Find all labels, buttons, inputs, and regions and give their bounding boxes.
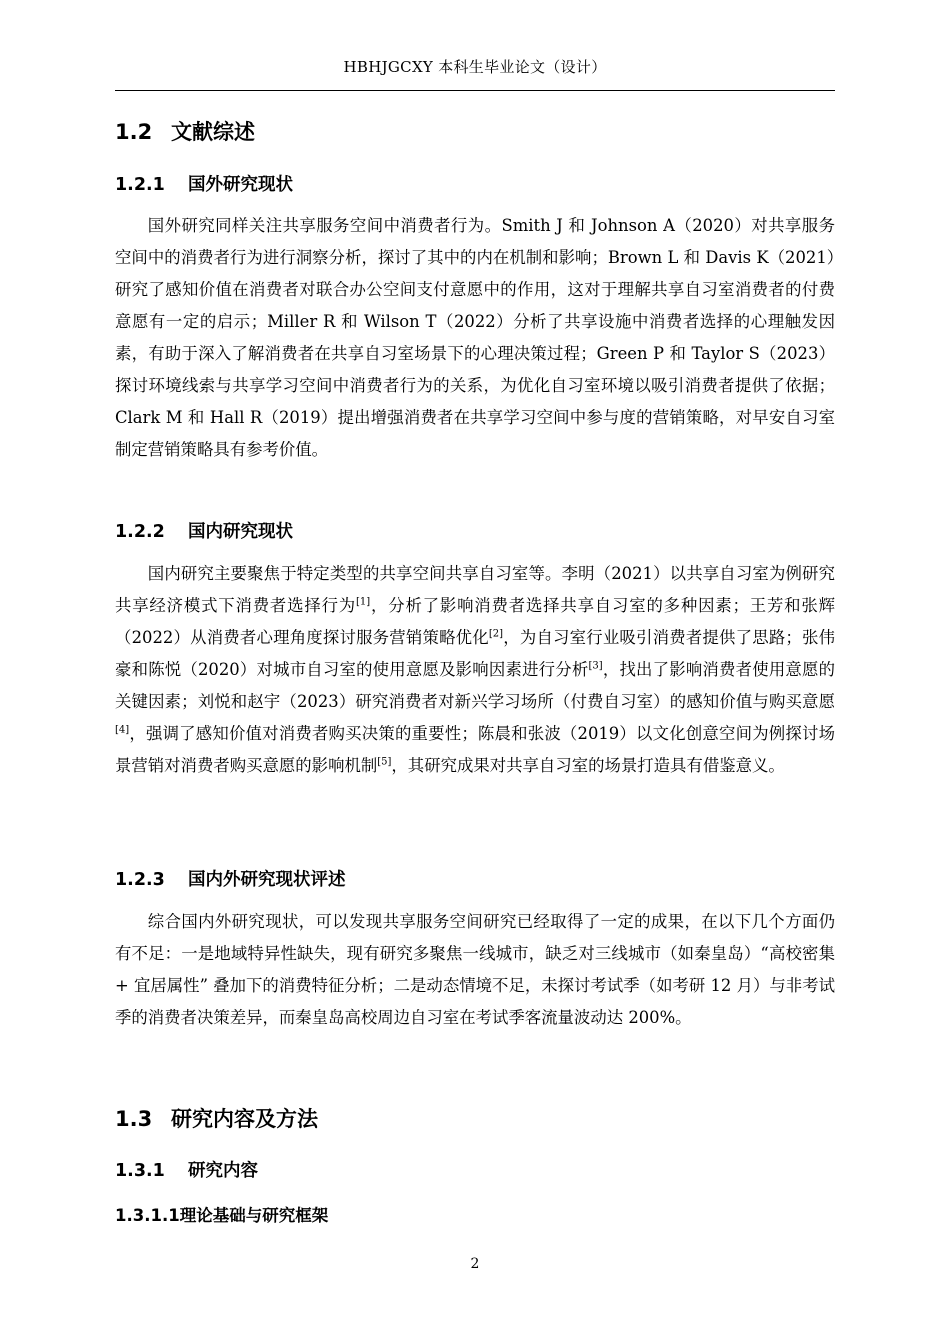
- page-number: 2: [470, 1256, 480, 1272]
- subsection-heading-1-2-3: [115, 867, 346, 893]
- citation-4[interactable]: [4]: [115, 724, 130, 736]
- paragraph-research-review: 综合国内外研究现状，可以发现共享服务空间研究已经取得了一定的成果，在以下几个方面仍有不足：一是地域特异性缺失，现有研究多聚焦一线城市，缺乏对三线城市（如秦皇岛）“高校密集 + 宜居属性” 叠加下的消费特征分析；二是动态情境不足，未探讨考试季（如考研 12 月）与非考试季的消费者决策差异，而秦皇岛高校周边自习室在考试季客流量波动达 200%。: [115, 912, 835, 1027]
- section-number: 1.3: [115, 1107, 153, 1131]
- text-segment: ，强调了感知价值对消费者购买决策的重要性；陈晨和张波（2019）以文化创意空间为例探讨场景营销对消费者购买意愿的影响机制: [115, 724, 835, 775]
- subsubsection-heading-1-3-1-1: [115, 1204, 328, 1228]
- paragraph-foreign-research: 国外研究同样关注共享服务空间中消费者行为。Smith J 和 Johnson A（2020）对共享服务空间中的消费者行为进行洞察分析，探讨了其中的内在机制和影响；Brown L 和 Davis K（2021）研究了感知价值在消费者对联合办公空间支付意愿中的作用，这对于理解共享自习室消费者的付费意愿有一定的启示；Miller R 和 Wilson T（2022）分析了共享设施中消费者选择的心理触发因素，有助于深入了解消费者在共享自习室场景下的心理决策过程；Green P 和 Taylor S（2023）探讨环境线索与共享学习空间中消费者行为的关系，为优化自习室环境以吸引消费者提供了依据；Clark M 和 Hall R（2019）提出增强消费者在共享学习空间中参与度的营销策略，对早安自习室制定营销策略具有参考价值。: [115, 216, 835, 459]
- text-segment: ，分析了影响消费者选择共享自习室的多种因素；王芳和张辉（2022）从消费者心理角度探讨服务营销策略优化: [115, 596, 835, 647]
- header-rule: [115, 90, 835, 91]
- text-segment: ，找出了影响消费者使用意愿的关键因素；刘悦和赵宇（2023）研究消费者对新兴学习场所（付费自习室）的感知价值与购买意愿: [115, 660, 836, 711]
- subsection-title: 研究内容: [188, 1161, 258, 1181]
- text-segment: ，其研究成果对共享自习室的场景打造具有借鉴意义。: [391, 756, 785, 775]
- subsection-number: 1.2.3: [115, 870, 165, 890]
- subsection-title: 国内外研究现状评述: [188, 870, 346, 890]
- citation-5[interactable]: [5]: [377, 756, 392, 768]
- section-heading-1-3: [115, 1104, 318, 1134]
- citation-2[interactable]: [2]: [488, 628, 504, 640]
- subsection-heading-1-2-1: [115, 172, 293, 198]
- subsection-title: 国内研究现状: [188, 522, 293, 542]
- section-heading-1-2: [115, 117, 255, 147]
- subsubsection-number: 1.3.1.1: [115, 1206, 180, 1225]
- section-number: 1.2: [115, 120, 153, 144]
- running-header: HBHJGCXY 本科生毕业论文（设计）: [343, 58, 607, 76]
- subsection-number: 1.3.1: [115, 1161, 165, 1181]
- section-title: 文献综述: [171, 120, 255, 144]
- subsection-title: 国外研究现状: [188, 175, 293, 195]
- citation-1[interactable]: [1]: [356, 596, 371, 608]
- subsection-number: 1.2.1: [115, 175, 165, 195]
- text-segment: ，为自习室行业吸引消费者提供了思路；张伟豪和陈悦（2020）对城市自习室的使用意愿及影响因素进行分析: [115, 628, 835, 679]
- citation-3[interactable]: [3]: [588, 660, 603, 672]
- section-title: 研究内容及方法: [171, 1107, 318, 1131]
- subsubsection-title: 理论基础与研究框架: [179, 1206, 329, 1225]
- subsection-heading-1-2-2: [115, 519, 293, 545]
- text-segment: 国内研究主要聚焦于特定类型的共享空间共享自习室等。李明（2021）以共享自习室为例研究共享经济模式下消费者选择行为: [115, 564, 835, 615]
- subsection-number: 1.2.2: [115, 522, 165, 542]
- subsection-heading-1-3-1: [115, 1158, 258, 1184]
- paragraph-domestic-research: [115, 558, 835, 782]
